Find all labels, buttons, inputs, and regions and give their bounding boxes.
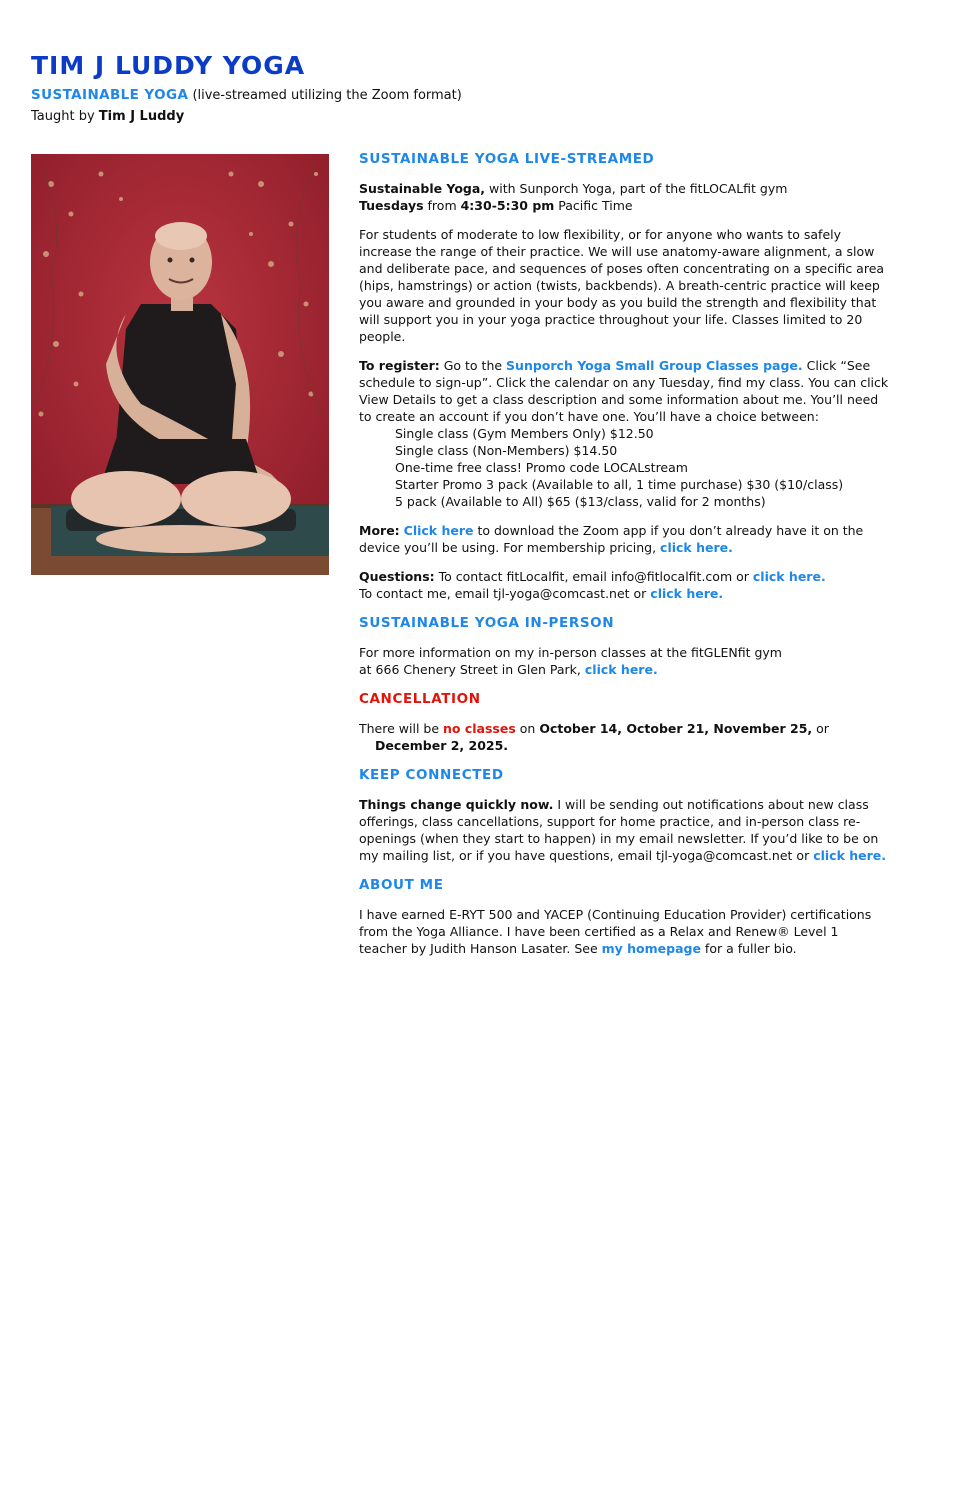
class-info [359, 180, 889, 214]
subtitle [31, 87, 911, 104]
live-streamed-heading: SUSTAINABLE YOGA LIVE-STREAMED [359, 151, 655, 167]
about-post: for a fuller bio. [700, 941, 797, 956]
keep-connected-heading: KEEP CONNECTED [359, 767, 504, 783]
class-name: Sustainable Yoga, [359, 181, 486, 196]
in-person-heading: SUSTAINABLE YOGA IN-PERSON [359, 615, 615, 631]
more-text: to download the Zoom app if you don’t already have it on the device you’ll be using. For membership pricing, [359, 523, 864, 555]
main-content [359, 150, 889, 957]
questions-label: Questions: [359, 569, 435, 584]
class-time: 4:30-5:30 pm [460, 198, 555, 213]
contact-text: To contact me, email tjl-yoga@comcast.net or [359, 586, 651, 601]
in-person-link[interactable]: click here. [584, 662, 658, 677]
keep-connected-info [359, 796, 889, 864]
zoom-download-link[interactable]: Click here [403, 523, 474, 538]
class-description: For students of moderate to low flexibility, or for anyone who wants to safely increase the range of their practice. We will use anatomy-aware alignment, a slow and deliberate pace, and sequences of poses often concentrating on a specific area (hips, hamstrings) or action (twists, backbends). A breath-centric practice will keep you aware and grounded in your body as you build the strength and flexibility that will support you in your yoga practice throughout your life. Classes limited to 20 people. [359, 227, 885, 344]
pricing-option: Starter Promo 3 pack (Available to all, 1 time purchase) $30 ($10/class) [395, 477, 844, 492]
register-info [359, 357, 889, 425]
sunporch-classes-link[interactable]: Sunporch Yoga Small Group Classes page. [506, 358, 803, 373]
subtitle-format: (live-streamed utilizing the Zoom format) [188, 88, 462, 103]
questions-text: To contact fitLocalfit, email info@fitlocalfit.com or [434, 569, 753, 584]
teacher-photo-image [31, 154, 329, 575]
teacher-photo [31, 154, 329, 575]
mailing-list-link[interactable]: click here. [813, 848, 887, 863]
pricing-option: Single class (Gym Members Only) $12.50 [395, 426, 654, 441]
teacher-name: Tim J Luddy [98, 109, 185, 124]
cancellation-on: on [515, 721, 540, 736]
more-info [359, 522, 889, 556]
pricing-option: 5 pack (Available to All) $65 ($13/class, valid for 2 months) [395, 494, 766, 509]
page-header [31, 50, 911, 125]
teacher-contact-link[interactable]: click here. [650, 586, 724, 601]
cancellation-dates: October 14, October 21, November 25, [539, 721, 813, 736]
taught-prefix: Taught by [31, 109, 99, 124]
cancellation-pre: There will be [359, 721, 443, 736]
class-gym: with Sunporch Yoga, part of the fitLOCALfit gym [485, 181, 788, 196]
in-person-info [359, 644, 889, 678]
pricing-option: One-time free class! Promo code LOCALstream [395, 460, 688, 475]
cancellation-last-date: December 2, 2025. [375, 738, 509, 753]
cancellation-info [359, 720, 889, 754]
class-day: Tuesdays [359, 198, 424, 213]
about-text: I have earned E-RYT 500 and YACEP (Continuing Education Provider) certifications from the Yoga Alliance. I have been certified as a Relax and Renew® Level 1 teacher by Judith Hanson Lasater. See [359, 907, 872, 956]
taught-by [31, 108, 911, 125]
cancellation-or: or [812, 721, 829, 736]
pricing-option: Single class (Non-Members) $14.50 [395, 443, 618, 458]
class-from: from [423, 198, 461, 213]
about-me-info [359, 906, 889, 957]
register-label: To register: [359, 358, 440, 373]
more-label: More: [359, 523, 400, 538]
connected-bold: Things change quickly now. [359, 797, 554, 812]
no-classes-badge: no classes [443, 721, 516, 736]
cancellation-heading: CANCELLATION [359, 691, 481, 707]
register-instructions: Click “See schedule to sign-up”. Click the calendar on any Tuesday, find my class. You can click View Details to get a class description and some information about me. You’ll need to create an account if you don’t have one. You’ll have a choice between: [359, 358, 889, 424]
in-person-line1: For more information on my in-person classes at the fitGLENfit gym [359, 645, 782, 660]
register-pre: Go to the [439, 358, 507, 373]
connected-text: I will be sending out notifications about new class offerings, class cancellations, support for home practice, and in-person class re-openings (when they start to happen) in my email newsletter. If you’d like to be on my mailing list, or if you have questions, email tjl-yoga@comcast.net or [359, 797, 879, 863]
fitlocalfit-contact-link[interactable]: click here. [752, 569, 826, 584]
about-me-heading: ABOUT ME [359, 877, 444, 893]
membership-pricing-link[interactable]: click here. [660, 540, 733, 555]
class-timezone: Pacific Time [554, 198, 633, 213]
subtitle-class-name: SUSTAINABLE YOGA [31, 87, 189, 103]
questions-info [359, 568, 889, 602]
site-title: TIM J LUDDY YOGA [31, 51, 306, 80]
homepage-link[interactable]: my homepage [601, 941, 701, 956]
in-person-line2: at 666 Chenery Street in Glen Park, [359, 662, 585, 677]
pricing-options [359, 425, 889, 510]
